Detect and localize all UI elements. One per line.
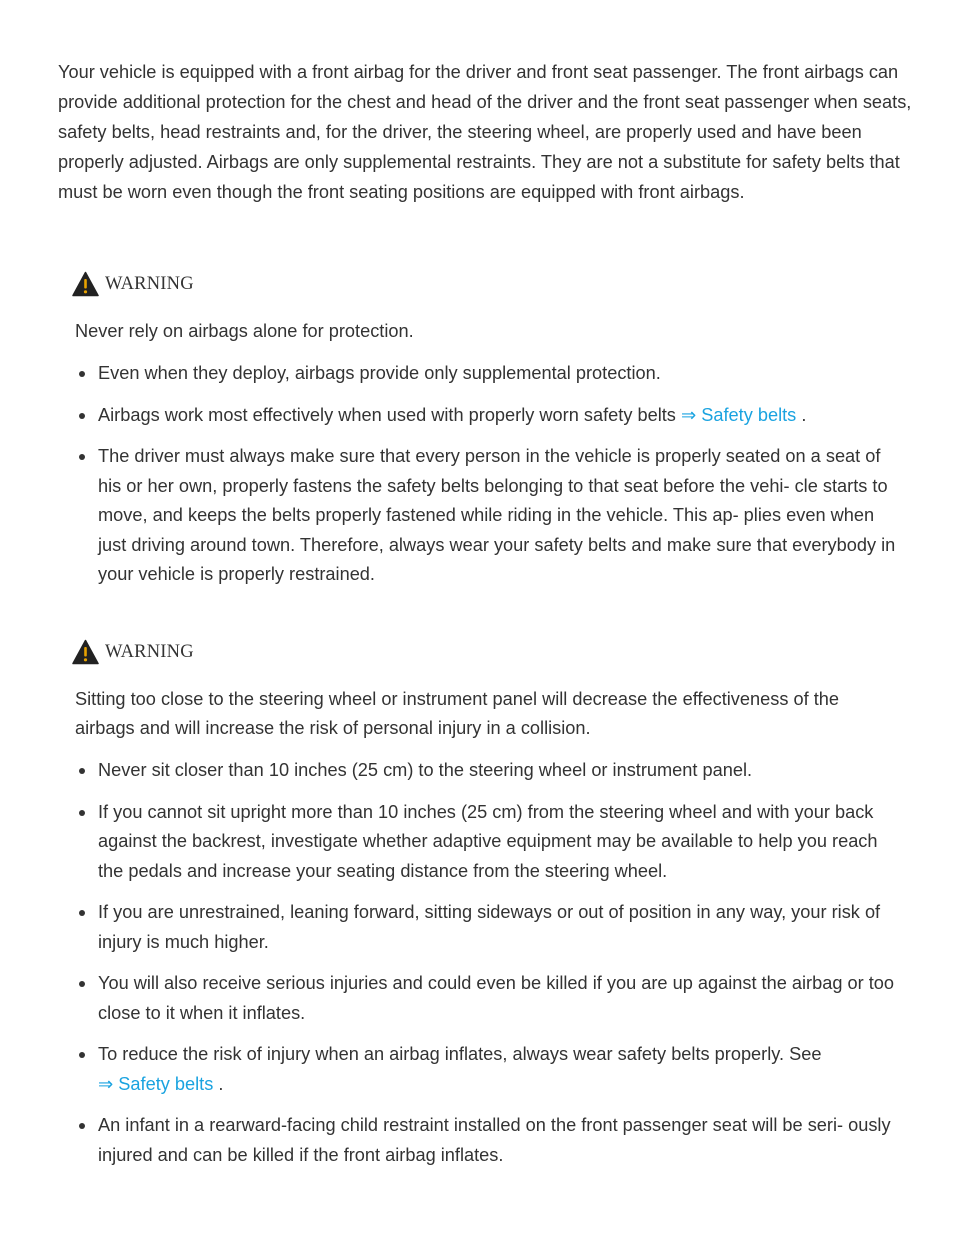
intro-paragraph: Your vehicle is equipped with a front airbag for the driver and front seat passenger. The front airbags can provide additional protection for the chest and head of the driver and the front seat passenger when seats, safety belts, head restraints and, for the driver, the steering wheel, are properly used and have been properly adjusted. Airbags are only supplemental restraints. They are not a substitute for safety belts that must be worn even though the front seating positions are equipped with front airbags. — [58, 62, 912, 202]
list-item: You will also receive serious injuries and could even be killed if you are up against the airbag or too close to it when it inflates. — [72, 969, 902, 1028]
list-item — [72, 401, 902, 431]
safety-belts-link[interactable]: ⇒ Safety belts — [680, 404, 797, 425]
warning-block-1 — [72, 267, 902, 602]
list-item: The driver must always make sure that every person in the vehicle is properly seated on a seat of his or her own, properly fastens the safety belts belonging to that seat before the vehi- cle starts to move, and keeps the belts properly fastened while riding in the vehicle. This ap- plies even when just driving around town. Therefore, always wear your safety belts and make sure that everybody in your vehicle is properly restrained. — [72, 442, 902, 590]
warning-header — [72, 635, 902, 669]
list-item: If you cannot sit upright more than 10 inches (25 cm) from the steering wheel and with your back against the backrest, investigate whether adaptive equipment may be available to help you reach the pedals and increase your seating distance from the steering wheel. — [72, 798, 902, 887]
warning-triangle-icon — [72, 271, 99, 297]
warning-lead: Sitting too close to the steering wheel or instrument panel will decrease the effectiveness of the airbags and will increase the risk of personal injury in a collision. — [75, 689, 839, 738]
list-item-end: . — [213, 1073, 224, 1094]
warning-label: WARNING — [105, 641, 194, 662]
list-item-text: Airbags work most effectively when used with properly worn safety belts — [98, 404, 681, 425]
warning-lead: Never rely on airbags alone for protection. — [75, 321, 414, 341]
list-item: An infant in a rearward-facing child restraint installed on the front passenger seat will be seri- ously injured and can be killed if the front airbag inflates. — [72, 1111, 902, 1170]
list-item — [72, 1040, 902, 1099]
list-item: Even when they deploy, airbags provide only supplemental protection. — [72, 359, 902, 389]
warning-label: WARNING — [105, 273, 194, 294]
list-item: Never sit closer than 10 inches (25 cm) to the steering wheel or instrument panel. — [72, 756, 902, 786]
warning-block-2 — [72, 635, 902, 1182]
list-item-text: To reduce the risk of injury when an airbag inflates, always wear safety belts properly. See — [98, 1044, 822, 1064]
safety-belts-link[interactable]: ⇒ Safety belts — [98, 1073, 214, 1094]
list-item-end: . — [796, 404, 807, 425]
warning-list — [72, 756, 902, 1170]
list-item: If you are unrestrained, leaning forward, sitting sideways or out of position in any way, your risk of injury is much higher. — [72, 898, 902, 957]
warning-list — [72, 359, 902, 590]
warning-triangle-icon — [72, 639, 99, 665]
warning-header — [72, 267, 902, 301]
